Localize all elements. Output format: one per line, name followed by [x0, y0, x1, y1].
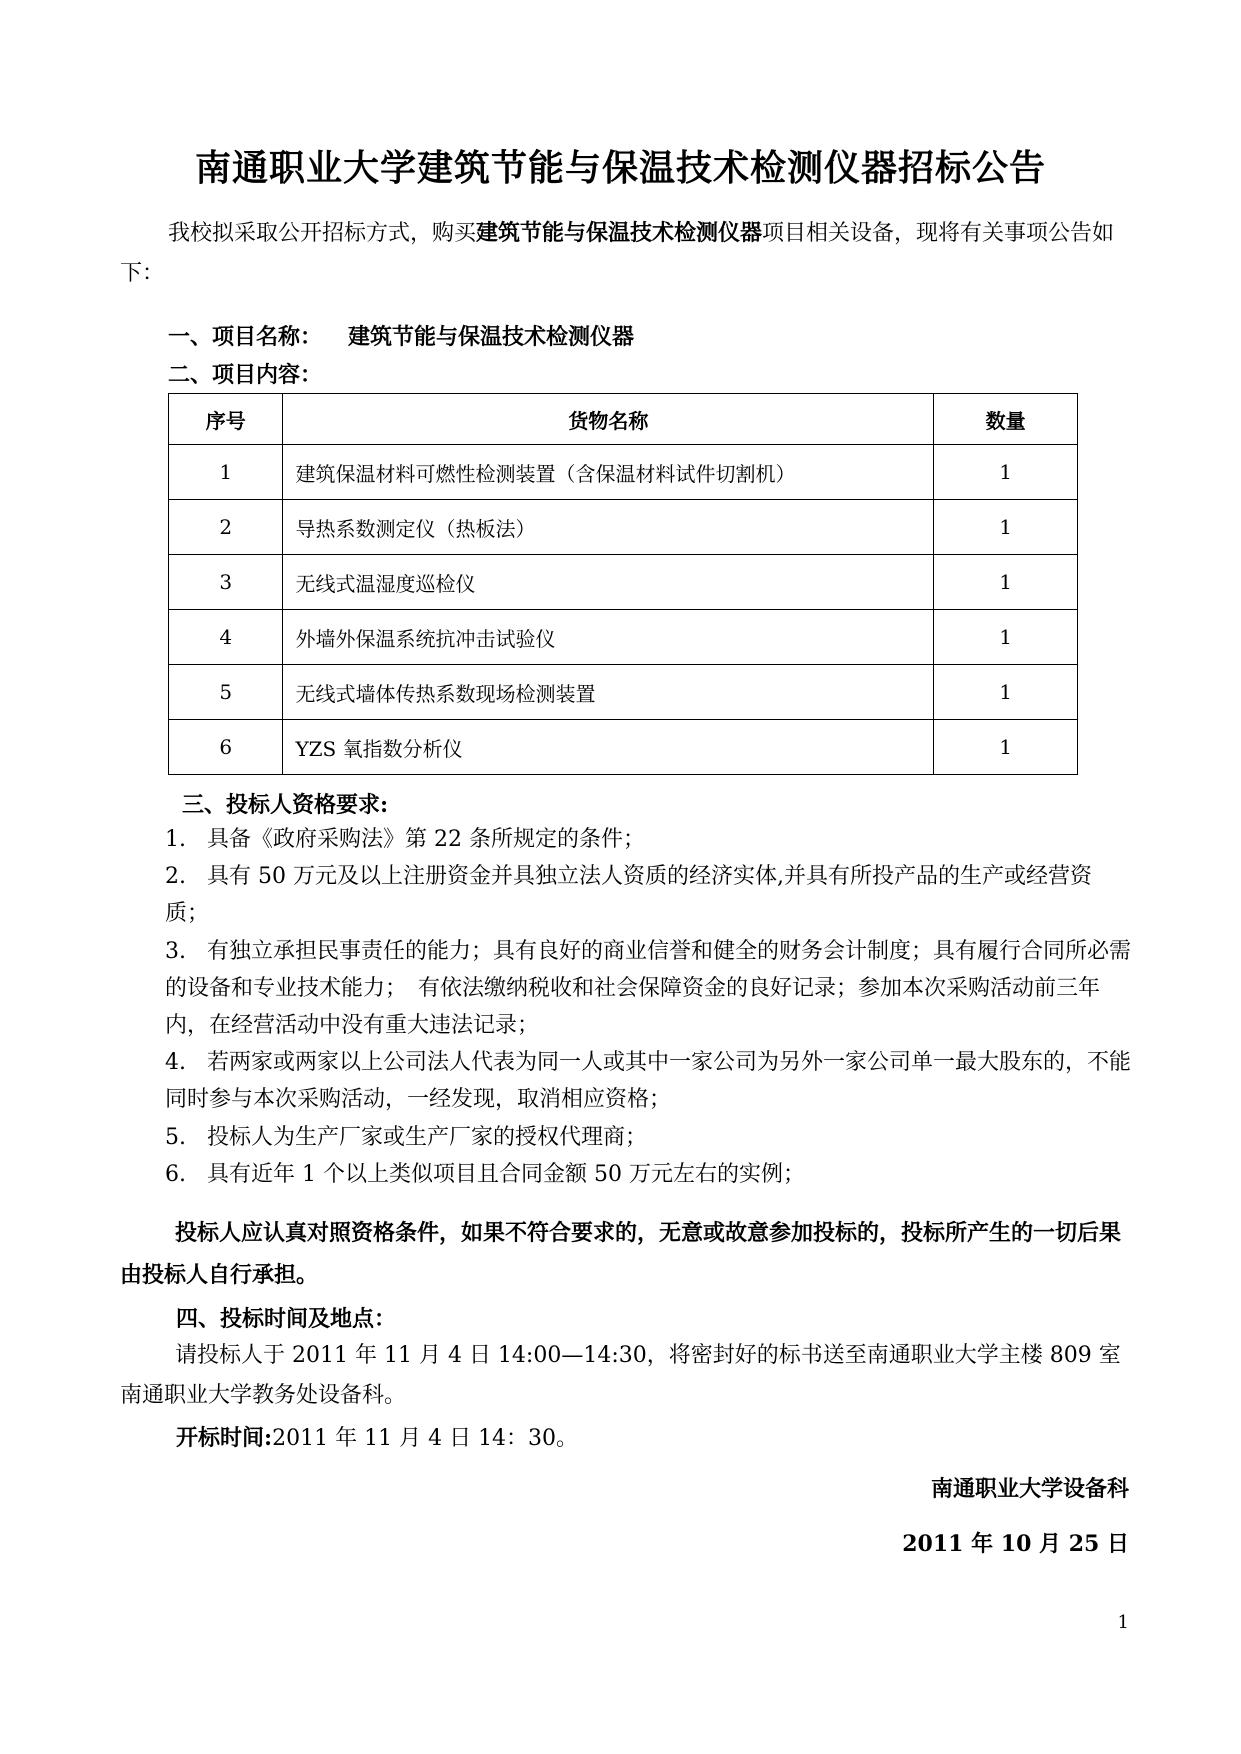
intro-project-name: 建筑节能与保温技术检测仪器 — [476, 220, 763, 246]
item-text: 具备《政府采购法》第 22 条所规定的条件； — [207, 827, 645, 852]
row-no: 6 — [169, 720, 283, 775]
item-number: 5. — [165, 1125, 186, 1150]
table-row — [169, 665, 1078, 720]
section1-label: 一、项目名称： — [168, 324, 323, 350]
row-name: 建筑保温材料可燃性检测装置（含保温材料试件切割机） — [283, 445, 934, 500]
page-number: 1 — [1117, 1612, 1129, 1633]
qualification-item — [165, 1156, 1135, 1193]
section1-value: 建筑节能与保温技术检测仪器 — [348, 324, 635, 350]
row-qty: 1 — [934, 445, 1078, 500]
qualification-item — [165, 821, 1135, 858]
item-number: 3. — [165, 939, 186, 964]
table-row — [169, 500, 1078, 555]
row-qty: 1 — [934, 610, 1078, 665]
section-project-content: 二、项目内容： — [168, 362, 323, 388]
table-row — [169, 445, 1078, 500]
header-no: 序号 — [169, 394, 283, 445]
row-name: 导热系数测定仪（热板法） — [283, 500, 934, 555]
row-qty: 1 — [934, 500, 1078, 555]
table-header-row — [169, 394, 1078, 445]
item-number: 6. — [165, 1162, 186, 1187]
row-name: 外墙外保温系统抗冲击试验仪 — [283, 610, 934, 665]
signature-date: 2011 年 10 月 25 日 — [902, 1531, 1129, 1557]
section-qualifications: 三、投标人资格要求: — [182, 792, 389, 818]
row-qty: 1 — [934, 720, 1078, 775]
item-text: 投标人为生产厂家或生产厂家的授权代理商； — [207, 1125, 648, 1150]
signature-org: 南通职业大学设备科 — [930, 1476, 1129, 1502]
item-text: 具有近年 1 个以上类似项目且合同金额 50 万元左右的实例； — [207, 1162, 805, 1187]
row-qty: 1 — [934, 555, 1078, 610]
intro-before: 我校拟采取公开招标方式，购买 — [168, 221, 477, 246]
row-no: 5 — [169, 665, 283, 720]
row-no: 3 — [169, 555, 283, 610]
table-row — [169, 720, 1078, 775]
row-name: YZS 氧指数分析仪 — [283, 720, 934, 775]
row-no: 4 — [169, 610, 283, 665]
qualification-item — [165, 858, 1135, 932]
row-no: 1 — [169, 445, 283, 500]
intro-paragraph — [120, 213, 1120, 294]
row-name: 无线式墙体传热系数现场检测装置 — [283, 665, 934, 720]
section-time-location: 四、投标时间及地点： — [176, 1306, 397, 1332]
qualification-item — [165, 1044, 1135, 1118]
row-name: 无线式温湿度巡检仪 — [283, 555, 934, 610]
header-name: 货物名称 — [283, 394, 934, 445]
row-no: 2 — [169, 500, 283, 555]
bid-opening-time — [176, 1418, 578, 1459]
qualification-item — [165, 1119, 1135, 1156]
table-row — [169, 555, 1078, 610]
qualification-item — [165, 933, 1135, 1044]
item-text: 有独立承担民事责任的能力；具有良好的商业信誉和健全的财务会计制度；具有履行合同所必需的设备和专业技术能力； 有依法缴纳税收和社会保障资金的良好记录；参加本次采购活动前三年内，在经营活动中没有重大违法记录； — [165, 939, 1132, 1038]
item-number: 4. — [165, 1050, 186, 1075]
intro-after: 项目相关设备，现将有关事项公告如下： — [120, 221, 1115, 286]
item-number: 1. — [165, 827, 186, 852]
opening-label: 开标时间: — [176, 1425, 273, 1451]
document-title: 南通职业大学建筑节能与保温技术检测仪器招标公告 — [194, 147, 1046, 189]
item-text: 具有 50 万元及以上注册资金并具独立法人资质的经济实体,并具有所投产品的生产或经营资质； — [165, 864, 1092, 926]
item-text: 若两家或两家以上公司法人代表为同一人或其中一家公司为另外一家公司单一最大股东的，不能同时参与本次采购活动，一经发现，取消相应资格； — [165, 1050, 1132, 1112]
header-qty: 数量 — [934, 394, 1078, 445]
section-project-name — [168, 320, 634, 351]
warning-paragraph: 投标人应认真对照资格条件，如果不符合要求的，无意或故意参加投标的，投标所产生的一切后果由投标人自行承担。 — [120, 1220, 1122, 1288]
row-qty: 1 — [934, 665, 1078, 720]
items-table — [168, 393, 1078, 775]
opening-value: 2011 年 11 月 4 日 14：30。 — [272, 1426, 579, 1451]
time-location-text: 请投标人于 2011 年 11 月 4 日 14:00—14:30，将密封好的标书送至南通职业大学主楼 809 室南通职业大学教务处设备科。 — [120, 1343, 1121, 1408]
table-row — [169, 610, 1078, 665]
item-number: 2. — [165, 864, 186, 889]
